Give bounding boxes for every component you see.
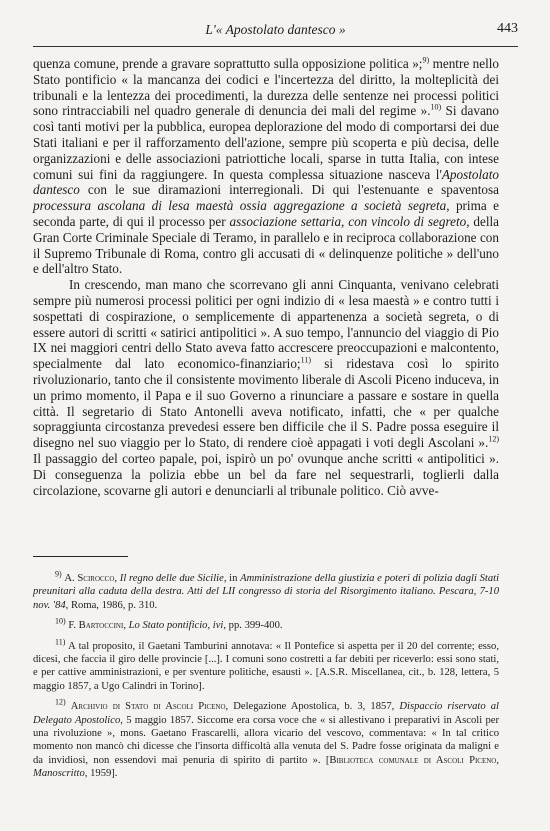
footnote-10: $^{10)}$ F. Bartoccini, Lo Stato pontificio, ivi, pp. 399-400.: [55, 616, 283, 632]
page-number: 443: [497, 21, 518, 36]
footnote-ref-9[interactable]: 9): [422, 55, 430, 65]
footnotes: [33, 569, 500, 788]
footnote-separator: [33, 556, 128, 557]
main-text: [33, 56, 499, 498]
footnote-ref-12[interactable]: 12): [488, 434, 499, 444]
footnote-ref-10[interactable]: 10): [430, 103, 442, 112]
paragraph-2: In crescendo, man mano che scorrevano gli anni Cinquanta, venivano celebrati sempre più numerosi processi politici per ogni indizio di « lesa maestà » e contro tutti i sospettati di cospirazione, o semplicemente di appartenenza a società segreta, o di essere autori di scritti « satirici antipolitici ». A suo tempo, l'annuncio del viaggio di Pio IX nei maggiori centri dello Stato aveva fatto accrescere preoccupazioni e malcontento, specialmente dal lato economico-finanziario;$^{11)}$ si ridestava così lo spirito rivoluzionario, tanto che il consistente movimento liberale di Ascoli Piceno induceva, in un primo momento, il Papa e il suo Governo a rinunciare a passare e sostare in quella città. Il segretario di Stato Antonelli aveva notificato, infatti, che « per qualche sopraggiunta circostanza prevedesi essere ben difficile che il S. Padre possa eseguire il disegno nel suo viaggio per lo Stato, di rendere cioè appagati i voti degli Ascolani ».$^{12)}$ Il passaggio del corteo papale, poi, ispirò un po' ovunque anche scritti « antipolitici ». Di conseguenza la polizia ebbe un bel da fare nel sequestrarli, toglierli dalla circolazione, scovarne gli autori e denunciarli al tribunale politico. Ciò avve-: [33, 277, 499, 498]
footnote-11: $^{11)}$ A tal proposito, il Gaetani Tamburini annotava: « Il Pontefice si aspetta per il 20 del corrente; esso, dicesi, che faccia il giro delle provincie [...]. I comuni sono costretti a far debiti per riceverlo: essi sono stati, e per cattive amministrazioni, e per sventure politiche, esausti ». [A.S.R. Miscellanea, cit., b. 128, lettera, 5 maggio 1857, a Ugo Calindri in Torino].: [33, 637, 499, 692]
paragraph-1: quenza comune, prende a gravare soprattutto sulla opposizione politica »;$^{9)}$ mentre nello Stato pontificio « la mancanza dei codici e l'incertezza del diritto, la molteplicità dei tribunali e la lentezza dei procedimenti, la durezza delle sentenze nei processi politici sono rintracciabili nel quadro generale di denuncia dei mali del regime ».$^{10)}$ Si davano così tanti motivi per la pubblica, europea deplorazione del modo di comportarsi dei due Stati italiani e per il rafforzamento dell'azione, sempre più scoperta e più decisa, delle organizzazioni e delle associazioni patriottiche locali, sparse in tutta Italia, con intese comuni sui fini da raggiungere. In questa complessa situazione nasceva l'Apostolato dantesco con le sue diramazioni interregionali. Di qui l'estenuante e spaventosa processura ascolana di lesa maestà ossia aggregazione a società segreta, prima e seconda parte, di qui il processo per associazione settaria, con vincolo di segreto, della Gran Corte Criminale Speciale di Teramo, in parallelo e in reciproca collaborazione con il Supremo Tribunale di Roma, contro gli accusati di « delinquenze politiche » dell'uno e dell'altro Stato.: [33, 55, 500, 277]
footnote-12: $^{12)}$ Archivio di Stato di Ascoli Piceno, Delegazione Apostolica, b. 3, 1857, Dispaccio riservato al Delegato Apostolico, 5 maggio 1857. Siccome era corsa voce che « si allestivano i preparativi in Ascoli per una rivoluzione », mons. Gaetano Frascarelli, allora vicario del vescovo, commentava: « In tal critico momento non mancò chi dicesse che l'insorta difficoltà alla venuta del S. Padre fosse originata da maligni e da invidiosi, non essendovi mai penuria di spirito di partito ». [Biblioteca comunale di Ascoli Piceno, Manoscritto, 1959].: [33, 697, 499, 780]
page-header: [33, 20, 518, 47]
footnote-9: $^{9)}$ A. Scirocco, Il regno delle due Sicilie, in Amministrazione della giustizia e poteri di polizia dagli Stati preunitari alla caduta della destra. Atti del LII congresso di storia del Risorgimento italiano. Pescara, 7-10 nov. '84, Roma, 1986, p. 310.: [33, 569, 500, 611]
footnote-ref-11[interactable]: 11): [300, 355, 311, 365]
running-title: L'« Apostolato dantesco »: [205, 22, 346, 37]
